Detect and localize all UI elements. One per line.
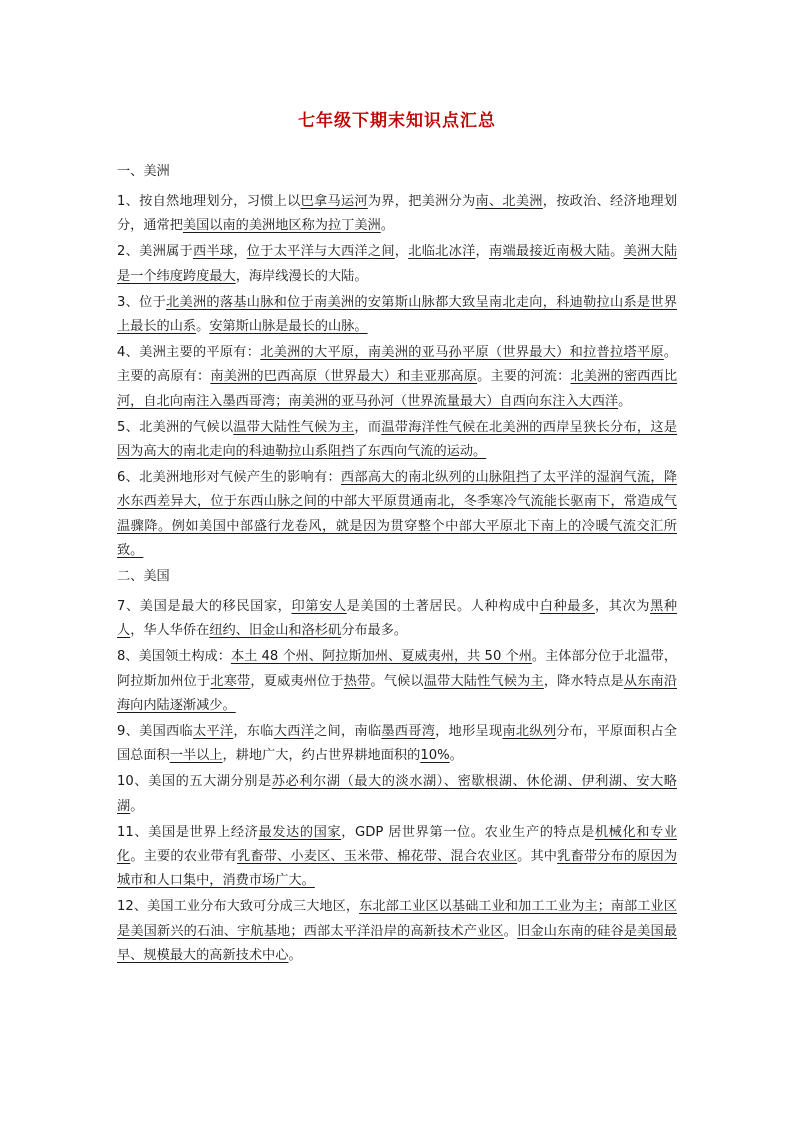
key-point-text: 温带大陆性气候为主 (423, 673, 544, 689)
paragraph-text: 1、按自然地理划分，习惯上以 (117, 194, 301, 209)
paragraph-text: 之间，南临 (314, 724, 382, 740)
paragraph-text: 11、美国是世界上经济 (117, 824, 259, 840)
paragraph-text: 二、美国 (117, 569, 170, 585)
key-point-text: 北寒带 (210, 673, 251, 689)
key-point-text: 从东南沿海向内陆逐渐减少。 (117, 673, 678, 713)
knowledge-paragraph (117, 416, 677, 464)
key-point-text: 墨西哥湾 (381, 724, 436, 740)
knowledge-paragraph (117, 190, 677, 238)
key-point-text: 旧金山东南的硅谷是美国最早、规模最大的高新技术中心 (117, 923, 678, 963)
knowledge-paragraph (117, 645, 677, 718)
paragraph-text: 3、位于 (117, 294, 167, 310)
paragraph-text: 。 (610, 244, 624, 260)
key-point-text: 本土 48 个州、阿拉斯加州、夏威夷州，共 50 个州 (230, 649, 532, 665)
section-heading (117, 160, 677, 184)
paragraph-text: ，地形呈现 (435, 724, 503, 740)
paragraph-text: 。其中 (517, 849, 558, 865)
knowledge-paragraph (117, 341, 677, 414)
paragraph-text: ，按政治、经济地理划分，通常把 (117, 194, 678, 234)
paragraph-text: 。主要的河流： (477, 369, 571, 385)
key-point-text: 热带 (343, 673, 371, 689)
paragraph-text: 。 (288, 947, 302, 963)
paragraph-text: 。气候以 (370, 673, 424, 689)
key-point-text: 安第斯山脉是最长的山脉。 (209, 319, 368, 335)
key-point-text: 大西洋 (273, 724, 315, 740)
paragraph-text: 。 (380, 218, 394, 234)
paragraph-text: 8、美国领土构成： (117, 649, 231, 665)
paragraph-text: 4、美洲主要的平原有： (117, 345, 261, 361)
key-point-text: 南、北美洲 (475, 194, 543, 209)
key-point-text: 黑种人 (117, 599, 678, 639)
paragraph-text: ，东临 (233, 724, 274, 740)
key-point-text: 苏必利尔湖（最大的淡水湖）、密歇根湖、休伦湖、伊利湖、安大略湖 (117, 774, 677, 814)
paragraph-text: 分布，平原面积占全国总面积 (117, 724, 678, 764)
paragraph-text: ， (475, 244, 489, 260)
paragraph-text: 。主要的农业带有 (130, 849, 238, 865)
paragraph-text: ，耕地广大，约占世界耕地面积的 (222, 748, 421, 764)
key-point-text: 温带海洋性气候在北美洲的西岸呈狭长分布，这是因为高大的南北走向的科迪勒拉山系阻挡了东西向气流的运动。 (117, 419, 678, 460)
key-point-text: 乳畜带、小麦区、玉米带、棉花带、混合农业区 (237, 849, 518, 865)
paragraph-text: 10、美国的五大湖分别是 (117, 774, 272, 790)
key-point-text: 南端最接近南极大陆 (489, 244, 611, 260)
key-point-text: 西部高大的南北纵列的山脉阻挡了太平洋的湿润气流，降水东西差异大，位于东西山脉之间的中部大平原贯通南北，冬季寒冷气流能长驱南下，常造成气温骤降。例如美国中部盛行龙卷风，就是因为贯穿整个中部大平原北下南上的冷暖气流交汇所致。 (117, 470, 678, 558)
knowledge-paragraph (117, 895, 677, 968)
key-point-text: 10% (420, 748, 450, 764)
key-point-text: 印第安人 (291, 599, 347, 615)
paragraph-text: ，其次为 (594, 599, 651, 615)
paragraph-text: 6、北美洲地形对气候产生的影响有： (117, 470, 341, 486)
paragraph-text: ， (394, 244, 409, 260)
key-point-text: 一半以上 (169, 748, 223, 764)
key-point-text: 北美洲的大平原，南美洲的亚马孙平原（世界最大）和拉普拉塔平原 (260, 345, 664, 361)
knowledge-paragraph (117, 291, 677, 339)
paragraph-text: 。 (449, 748, 463, 764)
paragraph-text: 为界，把美洲分为 (367, 194, 476, 209)
key-point-text: 巴拿马运河 (300, 194, 368, 209)
paragraph-text: 一、美洲 (117, 164, 170, 179)
section-heading (117, 565, 677, 589)
knowledge-paragraph (117, 595, 677, 643)
paragraph-text: ，而 (354, 419, 382, 435)
paragraph-text: 。 (503, 923, 518, 939)
key-point-text: 美洲大陆是一个纬度跨度最大 (117, 244, 678, 284)
paragraph-text: 。主体部分位于北温带，阿拉斯加州位于 (117, 649, 678, 689)
paragraph-text: 是美国的土著居民。人种构成中 (346, 599, 540, 615)
paragraph-text: 2、美洲属于 (117, 244, 193, 260)
paragraph-text: 9、美国西临 (117, 724, 193, 740)
paragraph-text: ，夏威夷州位于 (250, 673, 344, 689)
key-point-text: 北美洲的密西西比河，自北向南注入墨西哥湾；南美洲的亚马孙河（世界流量最大）自西向东注入大西洋 (117, 369, 678, 409)
key-point-text: 纽约、旧金山和洛杉矶 (209, 623, 342, 639)
knowledge-paragraph (117, 770, 677, 818)
key-point-text: 南美洲的巴西高原（世界最大）和圭亚那高原 (210, 369, 478, 385)
paragraph-text: 。 (618, 393, 632, 409)
key-point-text: 南北纵列 (502, 724, 557, 740)
key-point-text: 温带大陆性气候为主 (233, 419, 355, 435)
paragraph-text: ，华人华侨在 (130, 623, 210, 639)
paragraph-text: ，降水特点是 (543, 673, 624, 689)
key-point-text: 机械化和专业化 (117, 824, 678, 865)
paragraph-text: ，海岸线漫长的大陆。 (235, 268, 368, 284)
paragraph-text: 分布最多。 (341, 623, 408, 639)
paragraph-text: 。 (130, 798, 144, 814)
paragraph-text: 7、美国是最大的移民国家， (117, 599, 292, 615)
paragraph-text: 。主要的高原有： (117, 345, 678, 385)
key-point-text: 乳畜带分布的原因为城市和人口集中，消费市场广大。 (117, 849, 678, 889)
key-point-text: 西半球 (192, 244, 234, 260)
knowledge-paragraph (117, 821, 677, 894)
document-body (117, 160, 677, 970)
paragraph-text: ， (233, 244, 247, 260)
key-point-text: 最发达的国家 (258, 824, 342, 840)
key-point-text: 北临北冰洋 (408, 244, 476, 260)
key-point-text: 白种最多 (539, 599, 595, 615)
key-point-text: 太平洋 (192, 724, 234, 740)
paragraph-text: ，GDP 居世界第一位。农业生产的特点是 (341, 824, 595, 840)
key-point-text: 位于太平洋与大西洋之间 (246, 244, 395, 260)
key-point-text: 东北部工业区以基础工业和加工工业为主；南部工业区是美国新兴的石油、宇航基地；西部太平洋沿岸的高新技术产业区 (117, 899, 677, 939)
key-point-text: 北美洲的落基山脉和位于南美洲的安第斯山脉都大致呈南北走向，科迪勒拉山系是世界上最长的山系 (117, 294, 678, 335)
paragraph-text: 5、北美洲的气候以 (117, 419, 234, 435)
key-point-text: 美国以南的美洲地区称为拉丁美洲 (182, 218, 381, 234)
paragraph-text: 12、美国工业分布大致可分成三大地区， (117, 899, 360, 915)
knowledge-paragraph (117, 466, 677, 563)
paragraph-text: 。 (196, 319, 210, 335)
document-title: 七年级下期末知识点汇总 (298, 111, 496, 131)
knowledge-paragraph (117, 720, 677, 768)
knowledge-paragraph (117, 240, 677, 288)
